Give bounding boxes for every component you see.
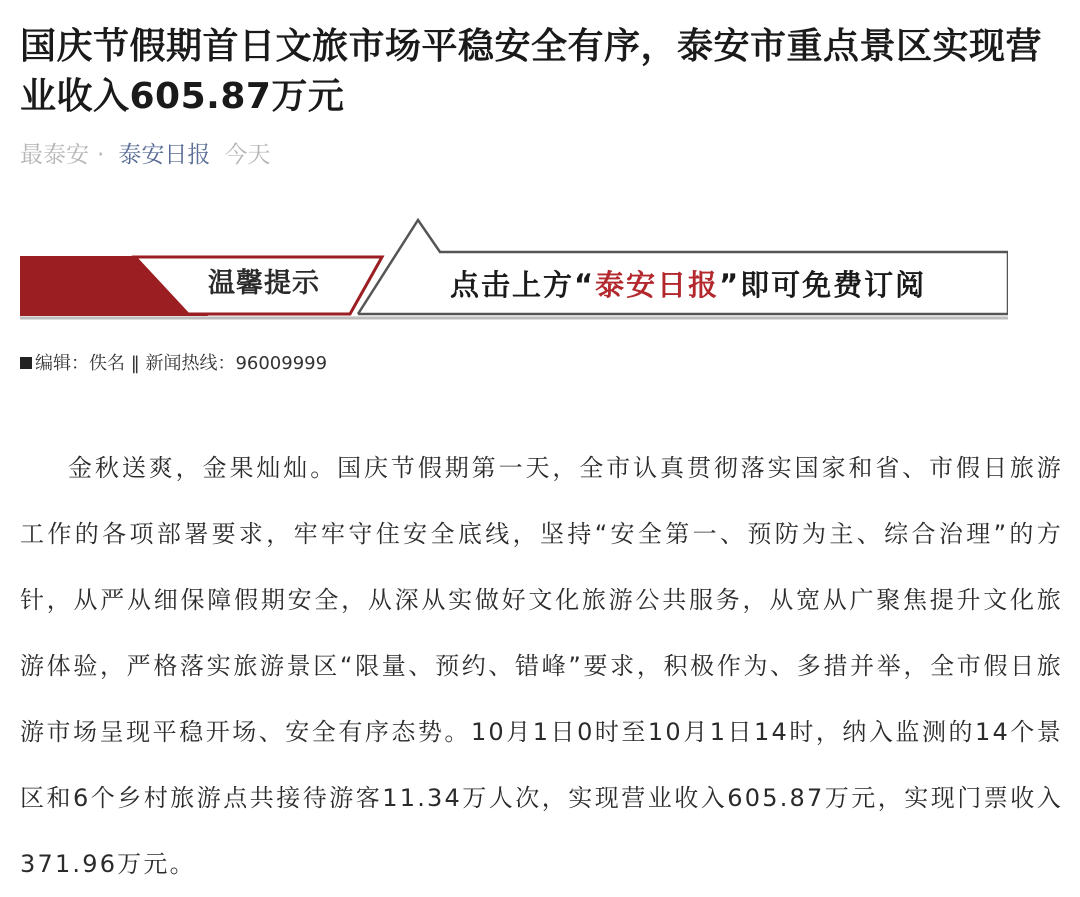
banner-highlight: 泰安日报: [595, 268, 720, 302]
banner-tip-label: 温馨提示: [208, 268, 320, 299]
banner-suffix: ”即可免费订阅: [719, 268, 927, 302]
article-paragraph: 金秋送爽，金果灿灿。国庆节假期第一天，全市认真贯彻落实国家和省、市假日旅游工作的各项部署要求，牢牢守住安全底线，坚持“安全第一、预防为主、综合治理”的方针，从严从细保障假期安全，从深从实做好文化旅游公共服务，从宽从广聚焦提升文化旅游体验，严格落实旅游景区“限量、预约、错峰”要求，积极作为、多措并举，全市假日旅游市场呈现平稳开场、安全有序态势。10月1日0时至10月1日14时，纳入监测的14个景区和6个乡村旅游点共接待游客11.34万人次，实现营业收入605.87万元，实现门票收入371.96万元。: [20, 454, 1063, 878]
source-label: 最泰安: [20, 142, 89, 168]
publish-time: 今天: [224, 142, 271, 168]
article-title: 国庆节假期首日文旅市场平稳安全有序，泰安市重点景区实现营业收入605.87万元: [20, 26, 1043, 117]
article-meta: [20, 139, 270, 171]
meta-separator: ·: [97, 142, 105, 168]
banner-subscribe-text: [450, 266, 1010, 304]
account-name-link[interactable]: 泰安日报: [118, 142, 211, 168]
banner-prefix: 点击上方“: [450, 268, 596, 302]
subscribe-banner[interactable]: [20, 216, 1008, 326]
black-square-icon: [20, 357, 32, 369]
editor-info-text: 编辑：佚名 ‖ 新闻热线：96009999: [35, 353, 328, 374]
editor-info: [20, 351, 327, 377]
